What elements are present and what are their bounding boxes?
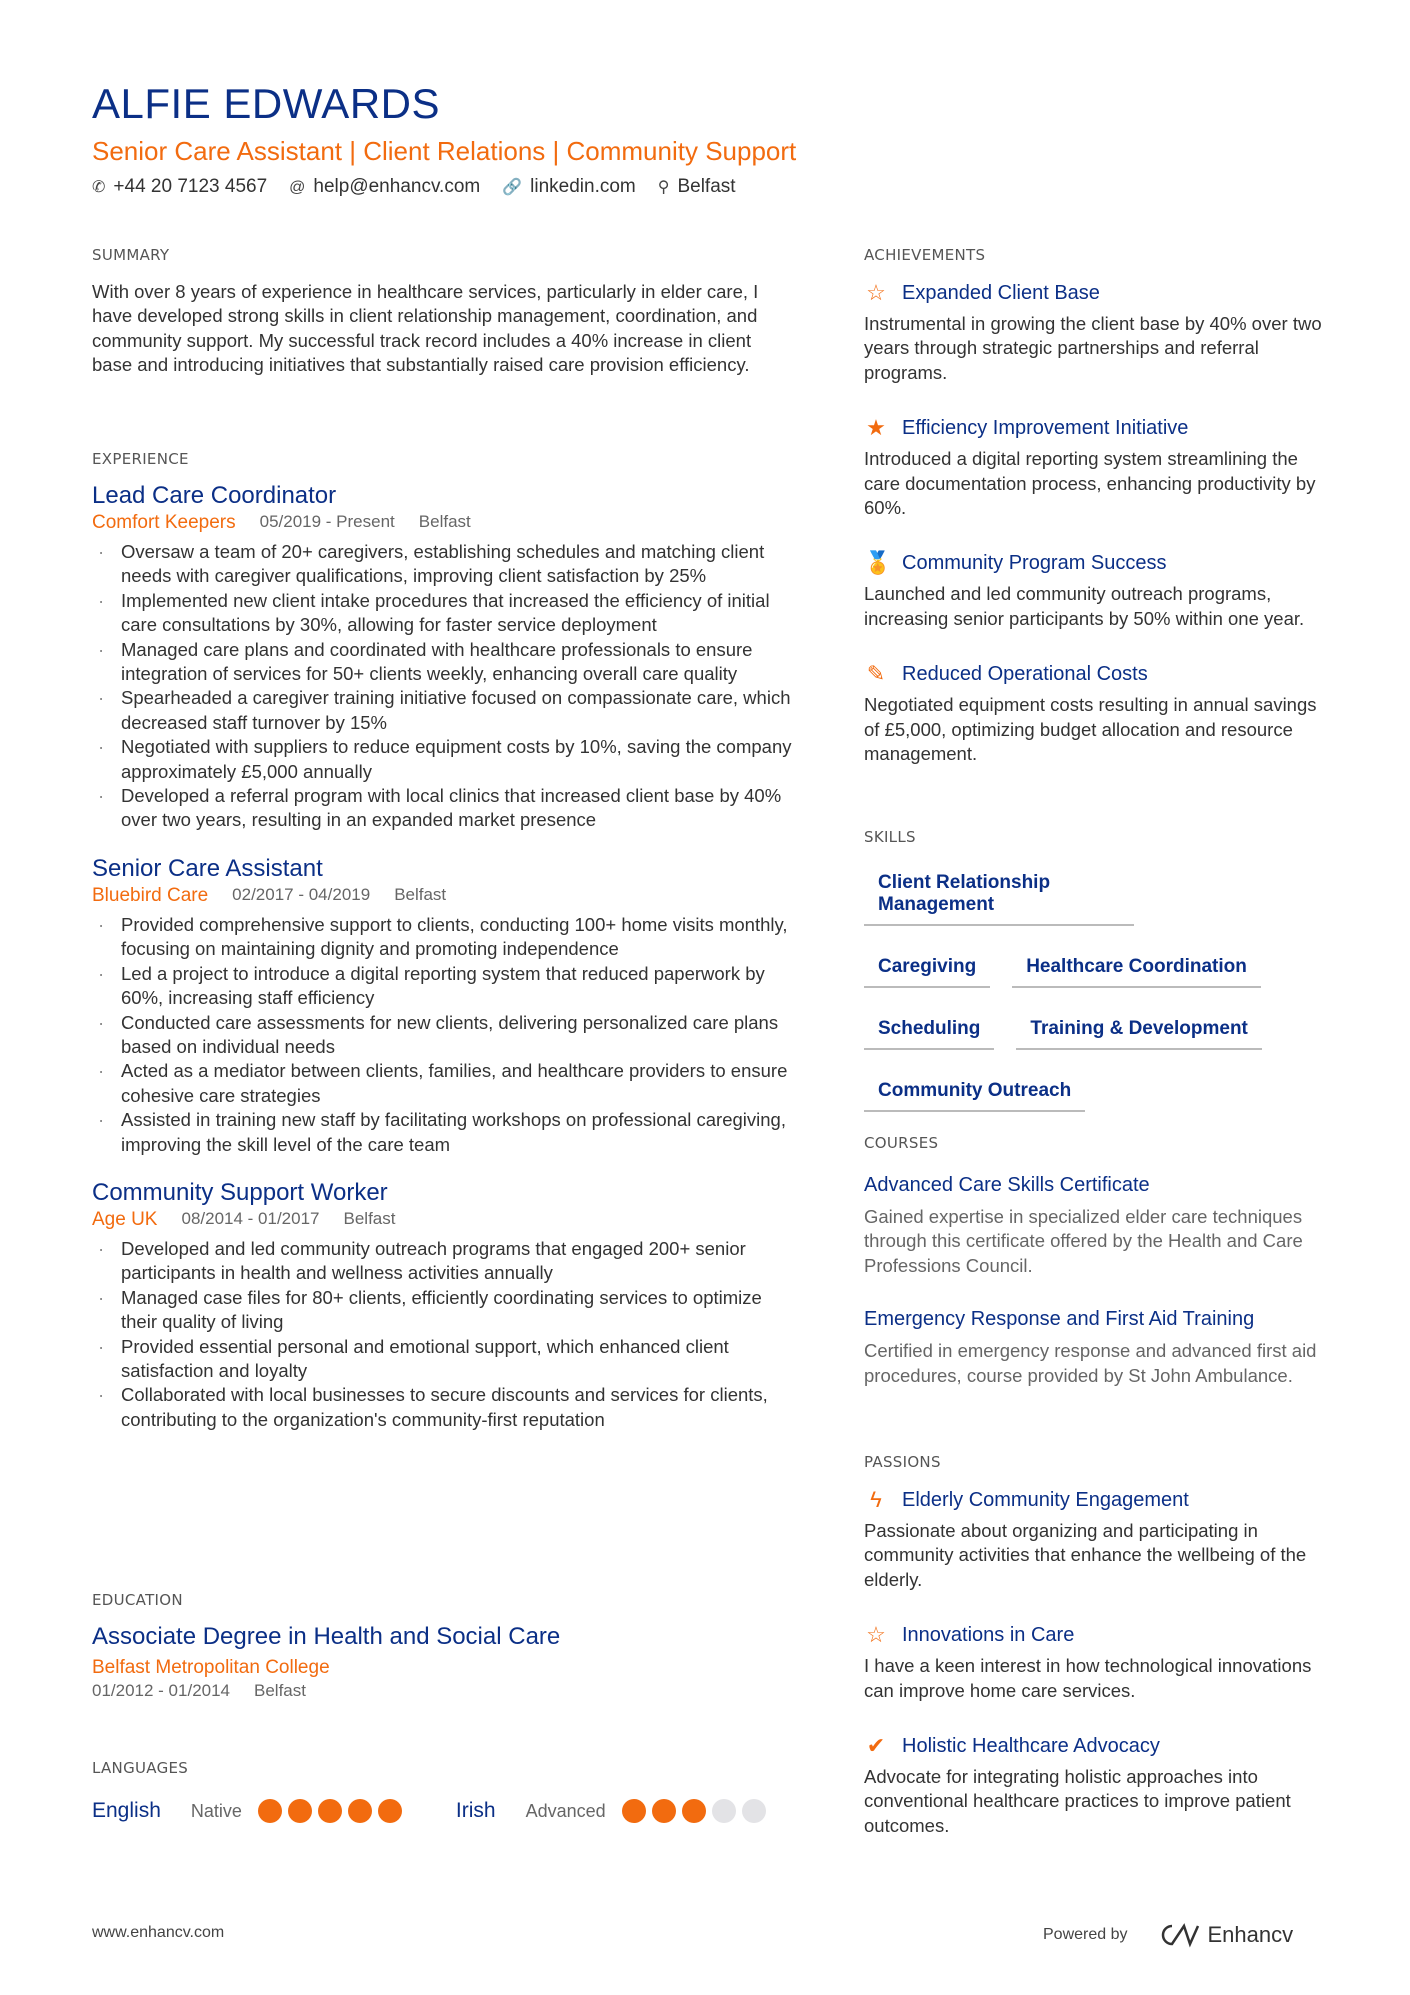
candidate-headline: Senior Care Assistant | Client Relations | Community Support xyxy=(92,136,797,166)
language-name: Irish xyxy=(455,1799,496,1822)
job-meta xyxy=(92,885,792,907)
section-label: LANGUAGES xyxy=(92,1759,189,1777)
section-label: EDUCATION xyxy=(92,1591,183,1609)
achievements-text: Negotiated equipment costs resulting in annual savings of £5,000, optimizing budget allocation and resource management. xyxy=(864,694,1317,765)
enhancv-logo-icon xyxy=(1154,1922,1200,1948)
company: Comfort Keepers xyxy=(92,512,236,533)
course-item xyxy=(864,1308,1334,1388)
company: Age UK xyxy=(92,1208,158,1230)
job-bullet: · Conducted care assessments for new clients, delivering personalized care plans based on individual needs xyxy=(92,1011,792,1060)
contact-item[interactable]: ✆ +44 20 7123 4567 xyxy=(92,176,268,197)
job-meta xyxy=(92,512,792,534)
experience-section xyxy=(92,450,792,1454)
achievements-item xyxy=(864,661,1334,766)
achievements-title: Expanded Client Base xyxy=(902,281,1100,304)
passions-text: Advocate for integrating holistic approaches into conventional healthcare practices to improve patient outcomes. xyxy=(864,1766,1291,1836)
job-bullet: · Implemented new client intake procedures that increased the efficiency of initial care consultations by 30%, allowing for faster service deployment xyxy=(92,589,792,638)
languages-section xyxy=(92,1759,792,1823)
achievements-title: Reduced Operational Costs xyxy=(902,662,1148,685)
passions-text: Passionate about organizing and participating in community activities that enhance the wellbeing of the elderly. xyxy=(864,1520,1307,1590)
passions-title: Holistic Healthcare Advocacy xyxy=(902,1734,1160,1757)
section-label: SKILLS xyxy=(864,828,916,846)
rating-dot xyxy=(348,1799,372,1823)
passions-title: Elderly Community Engagement xyxy=(902,1488,1189,1511)
section-label: PASSIONS xyxy=(864,1453,941,1471)
job-dates: 05/2019 - Present xyxy=(259,512,395,531)
candidate-name: ALFIE EDWARDS xyxy=(92,80,440,127)
rating-dot xyxy=(682,1799,706,1823)
skill-tag: Healthcare Coordination xyxy=(1012,952,1261,988)
company: Bluebird Care xyxy=(92,884,209,906)
passions-section xyxy=(864,1453,1334,1868)
rating-dot xyxy=(258,1799,282,1823)
rating-dot xyxy=(742,1799,766,1823)
language-level: Native xyxy=(190,1800,242,1821)
check-icon: ✔ xyxy=(866,1733,886,1759)
skills-section xyxy=(864,828,1334,1112)
skill-tag: Community Outreach xyxy=(864,1076,1085,1112)
course-title: Advanced Care Skills Certificate xyxy=(864,1174,1150,1196)
job-bullet: · Led a project to introduce a digital reporting system that reduced paperwork by 60%, increasing staff efficiency xyxy=(92,962,792,1011)
lightning-icon: ϟ xyxy=(870,1487,882,1512)
job-dates: 02/2017 - 04/2019 xyxy=(232,884,371,904)
rating-dot xyxy=(712,1799,736,1823)
job-location: Belfast xyxy=(418,512,471,531)
achievements-title: Community Program Success xyxy=(902,551,1167,574)
job-bullet: · Acted as a mediator between clients, families, and healthcare providers to ensure cohesive care strategies xyxy=(92,1059,792,1108)
job-bullet: · Spearheaded a caregiver training initiative focused on compassionate care, which decreased staff turnover by 15% xyxy=(92,686,792,735)
achievements-section xyxy=(864,246,1334,796)
skill-tag: Scheduling xyxy=(864,1014,994,1050)
job-bullets xyxy=(92,1237,792,1432)
section-label: ACHIEVEMENTS xyxy=(864,246,986,264)
course-title: Emergency Response and First Aid Training xyxy=(864,1308,1255,1331)
course-item xyxy=(864,1174,1334,1278)
job-bullet: · Managed care plans and coordinated with healthcare professionals to ensure integration of services for 50+ clients weekly, enhancing overall care quality xyxy=(92,638,792,687)
courses-section xyxy=(864,1134,1334,1418)
education-dates: 01/2012 - 01/2014 xyxy=(92,1681,231,1700)
star-outline-icon: ☆ xyxy=(866,1622,886,1648)
job-bullet: · Developed a referral program with local clinics that increased client base by 40% over two years, resulting in an expanded market presence xyxy=(92,784,792,833)
footer-website[interactable]: www.enhancv.com xyxy=(92,1924,225,1941)
footer-brand xyxy=(1043,1922,1293,1948)
magic-wand-icon: ✎ xyxy=(866,661,886,687)
job-bullet: · Managed case files for 80+ clients, efficiently coordinating services to optimize their quality of living xyxy=(92,1286,792,1335)
section-label: SUMMARY xyxy=(92,246,170,264)
star-filled-icon: ★ xyxy=(866,415,886,441)
section-label: EXPERIENCE xyxy=(92,450,189,468)
contact-item[interactable]: 🔗 linkedin.com xyxy=(502,176,636,197)
passions-title: Innovations in Care xyxy=(902,1623,1075,1646)
achievements-title: Efficiency Improvement Initiative xyxy=(902,416,1189,439)
job-location: Belfast xyxy=(343,1208,396,1228)
achievements-text: Launched and led community outreach programs, increasing senior participants by 50% within one year. xyxy=(864,583,1305,629)
skill-tag: Caregiving xyxy=(864,952,990,988)
passions-item xyxy=(864,1487,1334,1592)
rating-dot xyxy=(652,1799,676,1823)
phone-icon: ✆ xyxy=(92,179,106,196)
section-label: COURSES xyxy=(864,1134,939,1152)
contact-item[interactable]: @ help@enhancv.com xyxy=(289,176,481,197)
job-bullet: · Assisted in training new staff by facilitating workshops on professional caregiving, improving the skill level of the care team xyxy=(92,1108,792,1157)
job-meta xyxy=(92,1209,792,1231)
rating-dot xyxy=(288,1799,312,1823)
job-bullet: · Developed and led community outreach programs that engaged 200+ senior participants in health and wellness activities annually xyxy=(92,1237,792,1286)
achievements-text: Instrumental in growing the client base by 40% over two years through strategic partnerships and referral programs. xyxy=(864,313,1322,383)
job-title: Senior Care Assistant xyxy=(92,854,323,882)
skill-tag: Client Relationship Management xyxy=(864,868,1134,926)
language-name: English xyxy=(92,1799,161,1822)
achievements-item xyxy=(864,280,1334,385)
job-title: Community Support Worker xyxy=(92,1178,388,1206)
star-outline-icon: ☆ xyxy=(866,280,886,305)
job-entry xyxy=(92,1179,792,1432)
contact-item[interactable]: ⚲ Belfast xyxy=(657,176,736,197)
rating-dot xyxy=(622,1799,646,1823)
education-section xyxy=(92,1591,792,1701)
passions-item xyxy=(864,1622,1334,1703)
job-title: Lead Care Coordinator xyxy=(92,482,337,509)
language-level: Advanced xyxy=(525,1800,606,1821)
rating-dot xyxy=(318,1799,342,1823)
course-desc: Certified in emergency response and advanced first aid procedures, course provided by St John Ambulance. xyxy=(864,1340,1317,1386)
job-entry xyxy=(92,855,792,1157)
skill-tag: Training & Development xyxy=(1016,1014,1261,1050)
powered-by-label: Powered by xyxy=(1043,1926,1128,1943)
job-bullet: · Provided essential personal and emotional support, which enhanced client satisfaction and loyalty xyxy=(92,1335,792,1384)
summary-section xyxy=(92,246,792,378)
rating-dot xyxy=(378,1799,402,1823)
degree: Associate Degree in Health and Social Care xyxy=(92,1623,561,1650)
passions-item xyxy=(864,1733,1334,1838)
course-desc: Gained expertise in specialized elder care techniques through this certificate offered by the Health and Care Professions Council. xyxy=(864,1206,1303,1276)
summary-text: With over 8 years of experience in healthcare services, particularly in elder care, I have developed strong skills in client relationship management, coordination, and community support. My successful track record includes a 40% increase in client base and introducing initiatives that substantially raised care provision efficiency. xyxy=(92,281,759,376)
job-bullet: · Provided comprehensive support to clients, conducting 100+ home visits monthly, focusing on maintaining dignity and promoting independence xyxy=(92,913,792,962)
job-dates: 08/2014 - 01/2017 xyxy=(181,1208,320,1228)
location-icon: ⚲ xyxy=(657,179,670,196)
job-bullet: · Collaborated with local businesses to secure discounts and services for clients, contributing to the organization's community-first reputation xyxy=(92,1383,792,1432)
at-icon: @ xyxy=(289,179,306,196)
job-location: Belfast xyxy=(394,884,447,904)
achievements-item xyxy=(864,415,1334,520)
job-entry xyxy=(92,482,792,833)
link-icon: 🔗 xyxy=(502,179,523,196)
language-item xyxy=(92,1799,408,1823)
job-bullet: · Negotiated with suppliers to reduce equipment costs by 10%, saving the company approximately £5,000 annually xyxy=(92,735,792,784)
passions-text: I have a keen interest in how technological innovations can improve home care services. xyxy=(864,1655,1312,1701)
school: Belfast Metropolitan College xyxy=(92,1657,330,1678)
brand-name: Enhancv xyxy=(1207,1922,1294,1947)
job-bullet: · Oversaw a team of 20+ caregivers, establishing schedules and matching client needs with caregiver qualifications, improving client satisfaction by 25% xyxy=(92,540,792,589)
job-bullets xyxy=(92,913,792,1157)
achievements-item xyxy=(864,550,1334,631)
language-item xyxy=(456,1799,772,1823)
contact-info xyxy=(92,176,736,198)
award-icon: 🏅 xyxy=(864,550,892,576)
achievements-text: Introduced a digital reporting system streamlining the care documentation process, enhancing productivity by 60%. xyxy=(864,448,1316,519)
job-bullets xyxy=(92,540,792,833)
education-meta xyxy=(92,1681,792,1701)
education-location: Belfast xyxy=(254,1681,306,1700)
